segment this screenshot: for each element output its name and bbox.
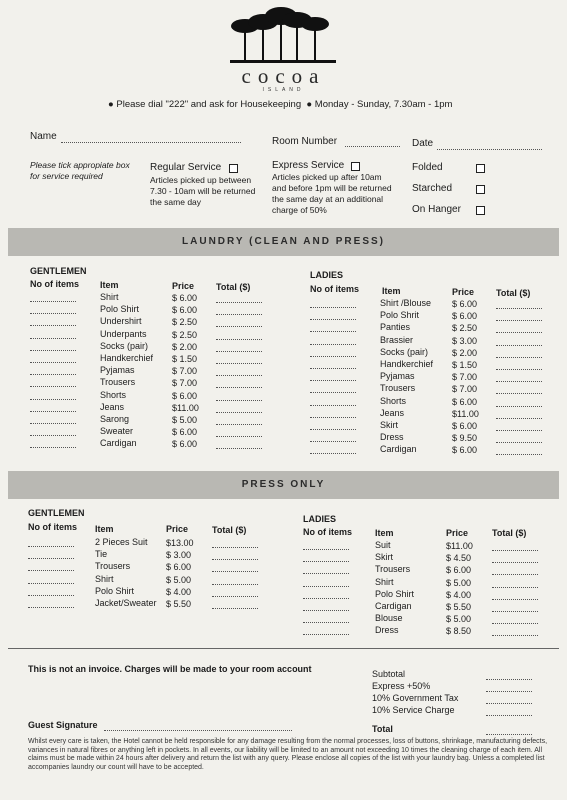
item-name: Underpants <box>100 328 147 339</box>
express-surcharge-field[interactable] <box>486 691 532 692</box>
total-field[interactable] <box>496 406 542 407</box>
item-price: $ 5.00 <box>446 614 472 625</box>
item-name: Handkerchief <box>380 359 434 369</box>
item-price: $ 2.00 <box>172 341 198 352</box>
name-field[interactable] <box>61 142 241 143</box>
item-price: $13.00 <box>166 538 194 548</box>
item-name: Socks (pair) <box>380 346 429 357</box>
quantity-field[interactable] <box>310 380 356 381</box>
item-price: $ 5.50 <box>166 599 192 609</box>
item-name: Pyjamas <box>380 371 415 382</box>
total-field[interactable] <box>496 381 542 382</box>
total-field[interactable] <box>496 369 542 370</box>
item-name: Shirt /Blouse <box>380 298 432 308</box>
item-price: $ 6.00 <box>166 562 192 573</box>
item-name: Polo Shirt <box>95 585 135 596</box>
col-price: Price <box>166 524 189 534</box>
quantity-field[interactable] <box>30 313 76 314</box>
quantity-field[interactable] <box>30 435 76 436</box>
item-name: Shorts <box>380 395 407 406</box>
total-field[interactable] <box>496 332 542 333</box>
quantity-field[interactable] <box>30 338 76 339</box>
quantity-field[interactable] <box>28 546 74 547</box>
item-price: $11.00 <box>172 402 199 413</box>
total-field[interactable] <box>492 623 538 624</box>
item-price: $ 6.00 <box>172 390 198 401</box>
total-field[interactable] <box>216 436 262 437</box>
total-field[interactable] <box>496 393 542 394</box>
item-price: $ 1.50 <box>452 360 478 370</box>
total-label: Total <box>372 724 393 734</box>
item-price: $ 5.00 <box>446 577 472 588</box>
housekeeping-instruction: Please dial "222" and ask for Housekeeping <box>116 99 302 110</box>
item-name: Dress <box>380 432 404 443</box>
item-name: Polo Shirt <box>375 588 415 599</box>
invoice-note: This is not an invoice. Charges will be made to your room account <box>28 664 312 674</box>
item-name: Trousers <box>100 377 136 388</box>
room-number-field[interactable] <box>345 146 400 147</box>
col-price: Price <box>172 281 195 291</box>
item-name: Panties <box>380 322 411 333</box>
quantity-field[interactable] <box>303 561 349 562</box>
total-field[interactable] <box>496 345 542 346</box>
logo-subtitle: ISLAND <box>262 87 305 93</box>
item-price: $ 2.50 <box>452 323 478 334</box>
total-field[interactable] <box>216 400 262 401</box>
item-name: Handkerchief <box>100 353 154 363</box>
quantity-field[interactable] <box>303 610 349 611</box>
col-item: Item <box>382 286 401 296</box>
item-price: $ 1.50 <box>172 354 198 364</box>
quantity-field[interactable] <box>310 441 356 442</box>
total-field[interactable] <box>212 608 258 609</box>
total-field[interactable] <box>216 375 262 376</box>
item-price: $ 2.50 <box>172 329 198 340</box>
item-price: $ 6.00 <box>452 396 478 407</box>
bullet-icon: ● <box>306 99 313 110</box>
quantity-field[interactable] <box>30 423 76 424</box>
col-total: Total ($) <box>496 288 531 298</box>
quantity-field[interactable] <box>310 344 356 345</box>
date-label: Date <box>412 138 434 149</box>
express-surcharge-label: Express +50% <box>372 681 431 691</box>
total-field[interactable] <box>496 308 542 309</box>
folded-checkbox[interactable] <box>476 164 485 173</box>
total-field[interactable] <box>216 326 262 327</box>
item-price: $ 6.00 <box>452 311 478 322</box>
item-name: Undershirt <box>100 316 142 327</box>
total-field[interactable] <box>496 454 542 455</box>
quantity-field[interactable] <box>310 429 356 430</box>
col-total: Total ($) <box>212 525 247 535</box>
quantity-field[interactable] <box>310 356 356 357</box>
col-total: Total ($) <box>216 282 251 292</box>
col-total: Total ($) <box>492 528 527 538</box>
palm-trees-logo-icon <box>228 4 340 64</box>
item-name: Dress <box>375 625 399 636</box>
room-number-label: Room Number <box>272 136 338 147</box>
folded-label: Folded <box>412 162 443 173</box>
quantity-field[interactable] <box>30 350 76 351</box>
regular-service-desc: Articles picked up between 7.30 - 10am will be returned the same day <box>150 175 256 207</box>
total-field[interactable] <box>492 635 538 636</box>
total-field[interactable] <box>216 351 262 352</box>
item-name: Shirt <box>95 573 114 584</box>
gentlemen-heading: GENTLEMEN <box>30 266 87 276</box>
item-price: $ 9.50 <box>452 433 478 444</box>
item-price: $ 7.00 <box>172 366 198 377</box>
ladies-heading: LADIES <box>310 270 344 280</box>
gentlemen-heading: GENTLEMEN <box>28 508 85 518</box>
total-field[interactable] <box>216 363 262 364</box>
quantity-field[interactable] <box>30 447 76 448</box>
ladies-heading: LADIES <box>303 514 337 524</box>
quantity-field[interactable] <box>310 453 356 454</box>
col-no-of-items: No of items <box>310 284 360 294</box>
total-field[interactable] <box>212 571 258 572</box>
item-price: $ 2.00 <box>452 347 478 358</box>
on-hanger-checkbox[interactable] <box>476 206 485 215</box>
item-name: Shirt <box>100 292 119 302</box>
item-price: $ 7.00 <box>452 384 478 395</box>
quantity-field[interactable] <box>310 331 356 332</box>
total-field[interactable] <box>496 418 542 419</box>
item-price: $ 3.00 <box>452 335 478 346</box>
quantity-field[interactable] <box>30 362 76 363</box>
total-field[interactable] <box>492 599 538 600</box>
service-charge-field[interactable] <box>486 715 532 716</box>
item-name: Blouse <box>375 613 403 624</box>
total-field[interactable] <box>212 584 258 585</box>
guest-signature-label: Guest Signature <box>28 720 98 730</box>
item-name: Suit <box>375 540 391 550</box>
item-name: 2 Pieces Suit <box>95 537 148 547</box>
col-item: Item <box>95 524 114 534</box>
col-no-of-items: No of items <box>30 279 80 289</box>
quantity-field[interactable] <box>30 399 76 400</box>
item-name: Trousers <box>95 561 131 572</box>
item-name: Cardigan <box>375 601 412 611</box>
item-name: Cardigan <box>100 438 137 449</box>
item-name: Sweater <box>100 426 134 437</box>
service-charge-label: 10% Service Charge <box>372 705 455 715</box>
item-price: $ 6.00 <box>446 565 472 576</box>
tick-instruction: Please tick appropiate box for service required <box>30 160 130 181</box>
item-name: Brassier <box>380 334 414 345</box>
col-price: Price <box>452 287 475 297</box>
item-name: Socks (pair) <box>100 340 149 351</box>
on-hanger-label: On Hanger <box>412 204 461 215</box>
liability-disclaimer: Whilst every care is taken, the Hotel cannot be held responsible for any damage resulting from the normal processes, loss of buttons, shrinkage, manufacturing defects, variances in natural fibres or anything left in pockets. In all events, our liability will be limited to an amount not exceeding 10 times the cleaning charge of each item. All claims must be made within 24 hours after delivery and return the list with any query. Please enclose all copies of the list with your laundry bag. Unless a completed list accompanies laundry our count will have to be accepted. <box>28 738 548 771</box>
quantity-field[interactable] <box>310 392 356 393</box>
info-line <box>108 99 452 110</box>
total-field[interactable] <box>216 302 262 303</box>
item-price: $ 6.00 <box>452 421 478 431</box>
quantity-field[interactable] <box>30 411 76 412</box>
subtotal-label: Subtotal <box>372 669 406 679</box>
quantity-field[interactable] <box>30 386 76 387</box>
item-name: Jeans <box>100 401 125 412</box>
total-field[interactable] <box>496 430 542 431</box>
quantity-field[interactable] <box>28 583 74 584</box>
item-price: $ 5.00 <box>166 574 192 585</box>
item-price: $ 8.50 <box>446 626 472 637</box>
quantity-field[interactable] <box>310 368 356 369</box>
starched-checkbox[interactable] <box>476 185 485 194</box>
government-tax-label: 10% Government Tax <box>372 693 459 703</box>
item-price: $ 4.00 <box>446 589 472 600</box>
regular-service-checkbox[interactable] <box>229 164 238 173</box>
item-price: $ 7.00 <box>452 372 478 383</box>
col-item: Item <box>100 280 119 290</box>
regular-service-label: Regular Service <box>150 162 222 173</box>
bullet-icon: ● <box>108 99 114 110</box>
quantity-field[interactable] <box>30 374 76 375</box>
quantity-field[interactable] <box>310 319 356 320</box>
item-name: Tie <box>95 549 108 560</box>
item-price: $ 7.00 <box>172 378 198 389</box>
item-name: Trousers <box>375 564 411 575</box>
express-service-desc: Articles picked up after 10am and before 1pm will be returned the same day at an additional charge of 50% <box>272 172 392 215</box>
item-price: $ 5.00 <box>172 415 198 425</box>
item-price: $11.00 <box>452 408 479 419</box>
quantity-field[interactable] <box>28 570 74 571</box>
total-field[interactable] <box>486 734 532 735</box>
total-field[interactable] <box>496 320 542 321</box>
logo-wordmark: cocoa <box>241 64 326 88</box>
total-field[interactable] <box>216 412 262 413</box>
laundry-section-header: LAUNDRY (CLEAN AND PRESS) <box>8 228 559 256</box>
item-price: $ 3.00 <box>166 550 192 561</box>
total-field[interactable] <box>216 424 262 425</box>
col-no-of-items: No of items <box>28 522 78 532</box>
total-field[interactable] <box>496 357 542 358</box>
total-field[interactable] <box>492 587 538 588</box>
government-tax-field[interactable] <box>486 703 532 704</box>
quantity-field[interactable] <box>310 307 356 308</box>
item-name: Skirt <box>375 552 393 563</box>
total-field[interactable] <box>492 574 538 575</box>
item-name: Cardigan <box>380 444 417 455</box>
total-field[interactable] <box>496 442 542 443</box>
quantity-field[interactable] <box>303 634 349 635</box>
quantity-field[interactable] <box>28 607 74 608</box>
total-field[interactable] <box>492 562 538 563</box>
quantity-field[interactable] <box>310 417 356 418</box>
quantity-field[interactable] <box>28 558 74 559</box>
total-field[interactable] <box>492 550 538 551</box>
guest-signature-field[interactable] <box>104 730 292 731</box>
item-name: Shirt <box>375 576 394 587</box>
col-no-of-items: No of items <box>303 527 353 537</box>
item-name: Jacket/Sweater <box>95 598 157 608</box>
total-field[interactable] <box>216 448 262 449</box>
col-item: Item <box>375 528 394 538</box>
date-field[interactable] <box>437 149 542 150</box>
express-service-checkbox[interactable] <box>351 162 360 171</box>
total-field[interactable] <box>216 339 262 340</box>
item-name: Trousers <box>380 383 416 394</box>
item-price: $ 4.00 <box>166 586 192 597</box>
item-price: $ 4.50 <box>446 553 472 564</box>
item-price: $ 6.00 <box>172 439 198 450</box>
item-price: $ 6.00 <box>452 445 478 456</box>
item-price: $ 6.00 <box>172 427 198 438</box>
item-price: $ 6.00 <box>452 299 478 309</box>
item-name: Sarong <box>100 414 130 424</box>
quantity-field[interactable] <box>303 549 349 550</box>
service-hours: Monday - Sunday, 7.30am - 1pm <box>314 99 453 110</box>
total-field[interactable] <box>492 611 538 612</box>
subtotal-field[interactable] <box>486 679 532 680</box>
footer-divider <box>8 648 559 649</box>
express-service-label: Express Service <box>272 160 345 171</box>
item-price: $ 2.50 <box>172 317 198 328</box>
col-price: Price <box>446 528 469 538</box>
press-only-section-header: PRESS ONLY <box>8 471 559 499</box>
total-field[interactable] <box>212 596 258 597</box>
name-label: Name <box>30 131 57 142</box>
item-price: $ 6.00 <box>172 305 198 316</box>
item-name: Polo Shirt <box>100 304 140 315</box>
item-name: Shorts <box>100 389 127 400</box>
quantity-field[interactable] <box>30 325 76 326</box>
item-name: Polo Shrit <box>380 310 420 321</box>
item-name: Pyjamas <box>100 365 135 376</box>
item-name: Jeans <box>380 407 405 418</box>
total-field[interactable] <box>212 559 258 560</box>
quantity-field[interactable] <box>28 595 74 596</box>
item-name: Skirt <box>380 420 398 430</box>
quantity-field[interactable] <box>303 573 349 574</box>
quantity-field[interactable] <box>310 405 356 406</box>
starched-label: Starched <box>412 183 453 194</box>
quantity-field[interactable] <box>303 586 349 587</box>
quantity-field[interactable] <box>30 301 76 302</box>
quantity-field[interactable] <box>303 598 349 599</box>
item-price: $ 6.00 <box>172 293 198 303</box>
item-price: $11.00 <box>446 541 473 551</box>
quantity-field[interactable] <box>303 622 349 623</box>
total-field[interactable] <box>216 387 262 388</box>
total-field[interactable] <box>216 314 262 315</box>
item-price: $ 5.50 <box>446 602 472 612</box>
total-field[interactable] <box>212 547 258 548</box>
